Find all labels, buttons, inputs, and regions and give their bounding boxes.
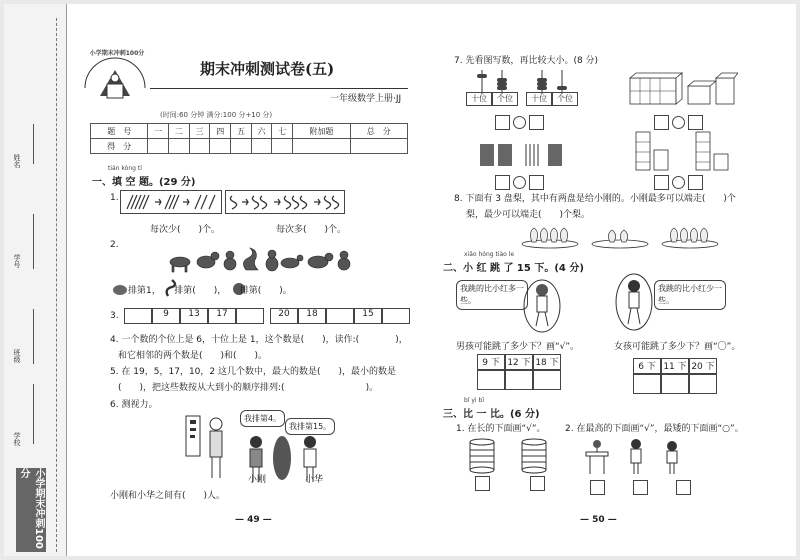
animal-row <box>168 244 353 274</box>
class-field-label: 班级 <box>13 349 21 363</box>
score-header-cell: 题 号 <box>91 124 148 139</box>
s3-q1: 1. 在长的下面画“√”。 <box>456 424 546 434</box>
answer-box[interactable] <box>654 175 669 190</box>
answer-box[interactable] <box>495 115 510 130</box>
score-cell[interactable] <box>272 139 293 154</box>
q6-answer: 小刚和小华之间有( )人。 <box>110 491 226 501</box>
compare-circle[interactable] <box>672 176 685 189</box>
answer-box[interactable] <box>529 115 544 130</box>
compare-circle[interactable] <box>513 176 526 189</box>
girl-option: 6 下 <box>633 358 661 374</box>
sequence-cell: 17 <box>208 308 236 324</box>
student-id-field-label: 学号 <box>13 254 21 268</box>
cube-blocks-1-icon <box>628 72 738 106</box>
boy-option: 12 下 <box>505 354 533 370</box>
grade-label: 一年级数学上册·JJ <box>330 94 402 104</box>
sec2-title: 二、小 红 跳 了 15 下。(4 分) <box>443 263 584 274</box>
boy-question: 男孩可能跳了多少下？画“√”。 <box>456 342 580 352</box>
answer-box[interactable] <box>475 476 490 491</box>
page-number-right: — 50 — <box>580 515 617 525</box>
score-table <box>90 123 408 154</box>
speech-bubble-girl: 我跳的比小红少一些。 <box>654 280 726 310</box>
page-title: 期末冲刺测试卷(五) <box>200 60 335 78</box>
sequence-cell[interactable] <box>382 308 410 324</box>
boy-options-row <box>477 354 561 370</box>
place-label-ones: 个位 <box>492 92 518 106</box>
sec2-pinyin: xiǎo hóng tiào le <box>464 251 515 258</box>
s3-q2-answers <box>590 480 691 495</box>
compare-circle[interactable] <box>513 116 526 129</box>
score-cell[interactable] <box>251 139 272 154</box>
boy-answer-cell[interactable] <box>533 370 561 390</box>
boy-answer-cell[interactable] <box>477 370 505 390</box>
sequence-cell: 9 <box>152 308 180 324</box>
q3-label: 3. <box>110 311 119 321</box>
pencil-pattern-icon <box>121 191 221 213</box>
sec1-pinyin: tián kòng tí <box>108 165 142 172</box>
s3-q2: 2. 在最高的下面画“√”，最矮的下面画“○”。 <box>565 424 744 434</box>
score-cell[interactable] <box>350 139 407 154</box>
score-header-cell: 一 <box>148 124 169 139</box>
sec3-title: 三、比 一 比。(6 分) <box>443 409 540 420</box>
answer-box[interactable] <box>688 115 703 130</box>
stick-bundles-icon <box>476 140 576 168</box>
score-cell[interactable] <box>169 139 190 154</box>
title-rule <box>150 88 408 89</box>
sequence-cell: 18 <box>298 308 326 324</box>
score-cell[interactable] <box>231 139 252 154</box>
abacus-2-labels <box>526 92 578 106</box>
compare-row-2 <box>654 115 703 130</box>
girl-option: 20 下 <box>689 358 717 374</box>
score-header-cell: 二 <box>169 124 190 139</box>
boy-option: 18 下 <box>533 354 561 370</box>
girl-answer-cell[interactable] <box>689 374 717 394</box>
score-cell[interactable] <box>189 139 210 154</box>
animal-queue-icon <box>168 244 353 274</box>
class-field-line <box>33 309 34 364</box>
score-row-label: 得 分 <box>91 139 148 154</box>
answer-box[interactable] <box>590 480 605 495</box>
logo-text: 小学期末冲刺100分 <box>89 50 145 57</box>
answer-box[interactable] <box>529 175 544 190</box>
score-header-cell: 附加题 <box>293 124 350 139</box>
cylinders-icon <box>466 436 556 474</box>
q8-text-2: 梨，最少可以端走( )个梨。 <box>466 210 591 220</box>
girl-answer-cell[interactable] <box>661 374 689 394</box>
student-id-field-line <box>33 214 34 269</box>
answer-box[interactable] <box>633 480 648 495</box>
q1-pattern-box-2 <box>225 190 345 214</box>
sequence-cell[interactable] <box>326 308 354 324</box>
q1-label: 1. <box>110 193 119 203</box>
boy-answer-cell[interactable] <box>505 370 533 390</box>
speech-bubble-boy: 我跳的比小红多一些。 <box>456 280 528 310</box>
q2-label: 2. <box>110 240 119 250</box>
answer-box[interactable] <box>495 175 510 190</box>
speech-bubble-xiaogang: 我排第4。 <box>240 410 285 427</box>
school-field-label: 学校 <box>13 432 21 446</box>
brand-block: 小学期末冲刺100分 <box>16 468 46 552</box>
logo <box>80 48 150 108</box>
q6-name-xiaohua: 小华 <box>305 475 324 485</box>
q2-answer-text: 排第1， 排第( )， 排第( )。 <box>128 286 292 296</box>
sequence-cell: 20 <box>270 308 298 324</box>
cube-blocks-2-icon <box>634 130 734 172</box>
score-cell[interactable] <box>210 139 231 154</box>
compare-row-3 <box>495 175 544 190</box>
snake-pattern-icon <box>226 191 344 213</box>
place-label-ones: 个位 <box>552 92 578 106</box>
pig-icon <box>112 281 128 297</box>
score-header-cell: 六 <box>251 124 272 139</box>
sequence-cell: 13 <box>180 308 208 324</box>
q3-sequence-2 <box>270 308 410 324</box>
q6-text: 6. 测视力。 <box>110 400 158 410</box>
score-header-cell: 总 分 <box>350 124 407 139</box>
q5-text-2: ( )，把这些数按从大到小的顺序排列:( )。 <box>118 383 379 393</box>
abacus-1-labels <box>466 92 518 106</box>
pear-plates-icon <box>520 222 720 250</box>
score-table-score-row <box>91 139 408 154</box>
girl-option: 11 下 <box>661 358 689 374</box>
girl-options-row <box>633 358 717 374</box>
q8-text: 8. 下面有 3 盘梨，其中有两盘是给小刚的。小刚最多可以端走( )个 <box>454 194 736 204</box>
name-field-label: 姓名 <box>13 154 21 168</box>
exam-info: (时间:60 分钟 满分:100 分+10 分) <box>160 111 273 119</box>
q1-pattern-box-1 <box>120 190 222 214</box>
name-field-line <box>33 124 34 164</box>
sequence-cell[interactable] <box>124 308 152 324</box>
q1-less-text: 每次少( )个。 <box>150 225 221 235</box>
q5-text: 5. 在 19，5，17，10，2 这几个数中，最大的数是( )，最小的数是 <box>110 367 397 377</box>
girl-answer-row <box>633 374 717 394</box>
q1-more-text: 每次多( )个。 <box>276 225 347 235</box>
answer-box[interactable] <box>654 115 669 130</box>
q4-text-2: 和它相邻的两个数是( )和( )。 <box>118 351 268 361</box>
sequence-cell: 15 <box>354 308 382 324</box>
boy-answer-row <box>477 370 561 390</box>
girl-answer-cell[interactable] <box>633 374 661 394</box>
cut-line <box>56 18 57 552</box>
q4-text: 4. 一个数的个位上是 6，十位上是 1，这个数是( )，读作:( )， <box>110 335 408 345</box>
page-number-left: — 49 — <box>235 515 272 525</box>
girl-jumping-rope-icon <box>614 272 654 334</box>
s3-q1-answers <box>475 476 545 491</box>
q7-text: 7. 先看图写数，再比较大小。(8 分) <box>454 56 599 66</box>
score-cell[interactable] <box>293 139 350 154</box>
score-cell[interactable] <box>148 139 169 154</box>
score-header-cell: 七 <box>272 124 293 139</box>
compare-row-1 <box>495 115 544 130</box>
binding-strip <box>4 4 67 556</box>
compare-circle[interactable] <box>672 116 685 129</box>
score-header-cell: 三 <box>189 124 210 139</box>
logo-house-icon <box>80 48 150 108</box>
score-header-cell: 四 <box>210 124 231 139</box>
school-field-line <box>33 384 34 444</box>
boy-jumping-rope-icon <box>522 278 562 334</box>
answer-box[interactable] <box>688 175 703 190</box>
speech-bubble-xiaohua: 我排第15。 <box>285 418 335 435</box>
score-header-cell: 五 <box>231 124 252 139</box>
sequence-cell[interactable] <box>236 308 264 324</box>
compare-row-4 <box>654 175 703 190</box>
kids-height-icon <box>580 436 690 476</box>
place-label-tens: 十位 <box>526 92 552 106</box>
answer-box[interactable] <box>676 480 691 495</box>
q3-sequence-1 <box>124 308 264 324</box>
answer-box[interactable] <box>530 476 545 491</box>
boy-option: 9 下 <box>477 354 505 370</box>
sec3-pinyin: bǐ yì bǐ <box>464 397 484 404</box>
q6-name-xiaogang: 小刚 <box>248 475 267 485</box>
sec1-title: 一、填 空 题。(29 分) <box>92 177 196 188</box>
place-label-tens: 十位 <box>466 92 492 106</box>
score-table-header-row <box>91 124 408 139</box>
girl-question: 女孩可能跳了多少下？画“〇”。 <box>614 342 741 352</box>
